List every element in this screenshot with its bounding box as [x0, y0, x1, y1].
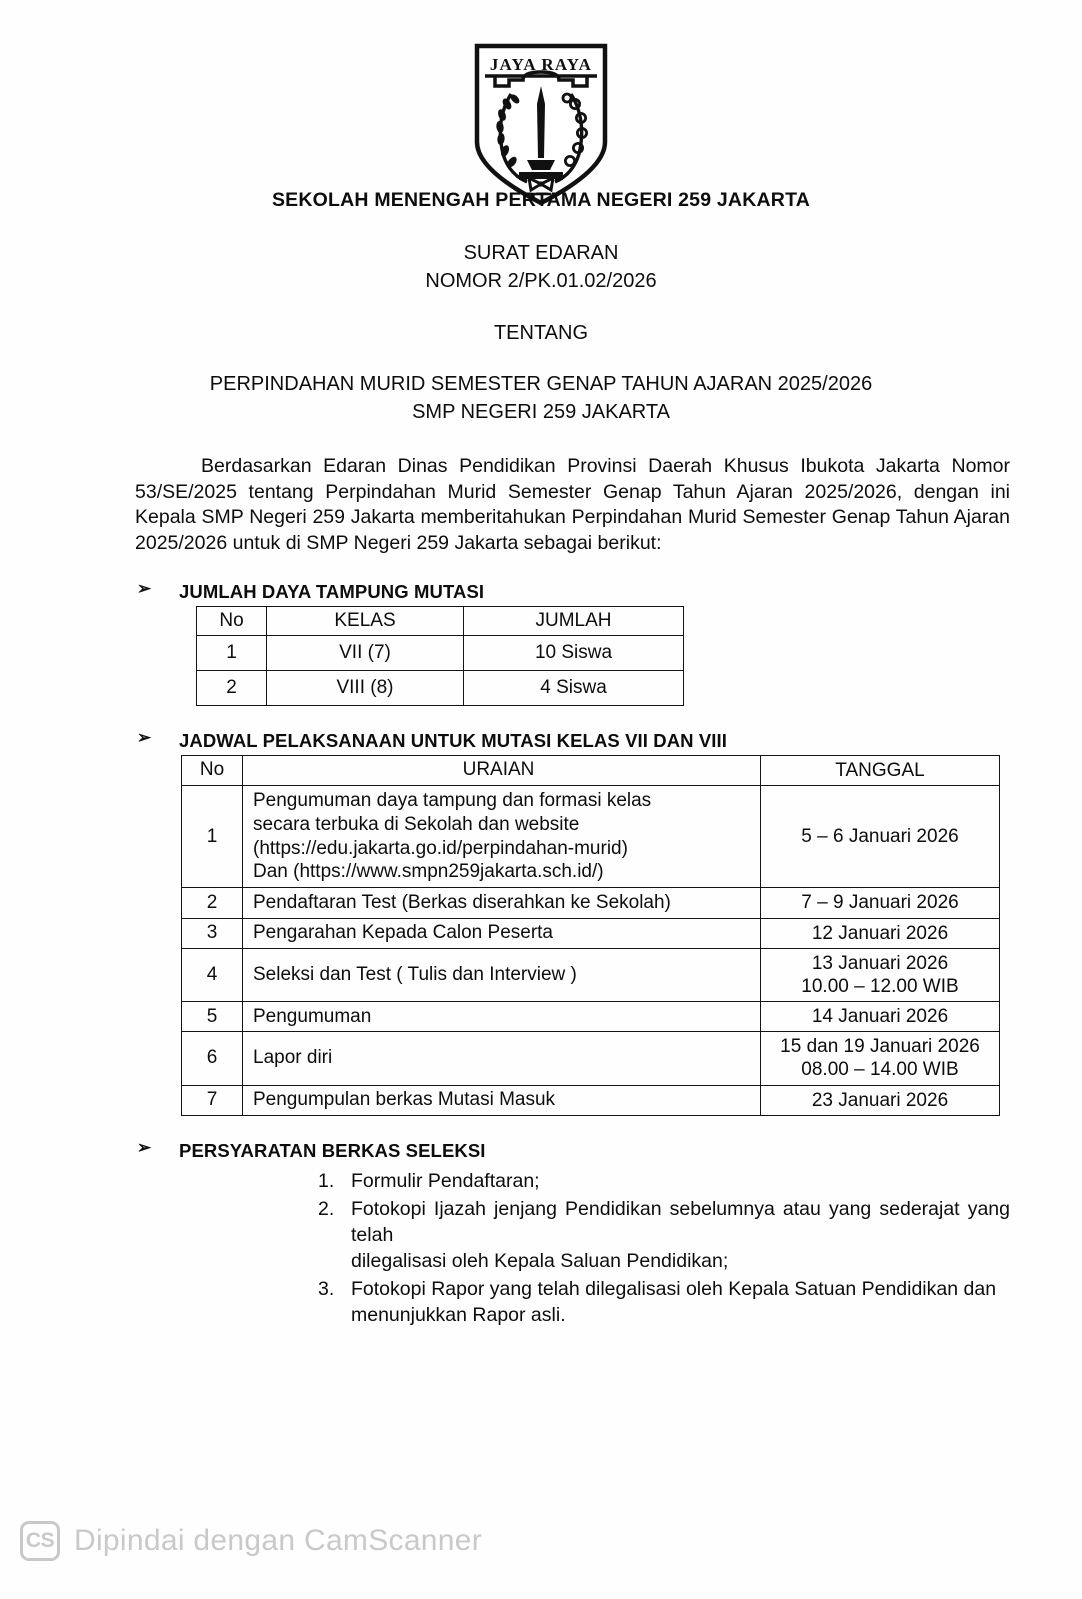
arrow-bullet-icon: ➢ [137, 1137, 152, 1157]
table-row [182, 918, 1000, 948]
cell-no: 2 [197, 670, 267, 705]
table-row [182, 948, 1000, 1001]
uraian-line: Dan (https://www.smpn259jakarta.sch.id/) [253, 861, 604, 883]
col-header-jumlah: JUMLAH [464, 606, 684, 635]
cell-uraian: Pendaftaran Test (Berkas diserahkan ke Sekolah) [243, 888, 761, 918]
col-header-no: No [197, 606, 267, 635]
cell-jumlah: 4 Siswa [464, 670, 684, 705]
table-row [182, 1002, 1000, 1032]
table-row [182, 1032, 1000, 1085]
camscanner-logo-icon: CS [20, 1521, 60, 1561]
arrow-bullet-icon: ➢ [137, 727, 152, 747]
cell-no: 4 [182, 948, 243, 1001]
section-schedule-heading [137, 727, 1082, 752]
section-schedule [0, 727, 1082, 1116]
list-item-number: 3. [318, 1278, 335, 1301]
crest-container [0, 0, 1082, 175]
cell-no: 1 [197, 635, 267, 670]
subject-line-1: PERPINDAHAN MURID SEMESTER GENAP TAHUN AJARAN 2025/2026 [209, 373, 873, 396]
cell-no: 2 [182, 888, 243, 918]
uraian-line: Pengumuman daya tampung dan formasi kelas [253, 789, 652, 811]
col-header-uraian: URAIAN [243, 755, 761, 785]
cell-no: 7 [182, 1085, 243, 1115]
cell-uraian: Lapor diri [243, 1032, 761, 1085]
tanggal-line: 08.00 – 14.00 WIB [801, 1059, 959, 1081]
uraian-line: secara terbuka di Sekolah dan website [253, 813, 580, 835]
table-row [197, 635, 684, 670]
tanggal-line: 14 Januari 2026 [811, 1006, 949, 1028]
cell-no: 5 [182, 1002, 243, 1032]
list-item [318, 1168, 1010, 1194]
letter-type: SURAT EDARAN [463, 242, 619, 264]
letter-number: NOMOR 2/PK.01.02/2026 [425, 269, 657, 292]
list-item [318, 1196, 1010, 1274]
arrow-bullet-icon: ➢ [137, 578, 152, 598]
list-item-text-tail: menunjukkan Rapor asli. [351, 1304, 566, 1327]
cell-uraian: Pengumuman [243, 1002, 761, 1032]
uraian-line: (https://edu.jakarta.go.id/perpindahan-murid) [253, 837, 628, 859]
list-item-number: 1. [318, 1169, 335, 1192]
tanggal-line: 5 – 6 Januari 2026 [801, 825, 959, 847]
tanggal-line: 13 Januari 2026 [811, 952, 949, 974]
cell-tanggal [761, 888, 1000, 918]
capacity-table [196, 606, 684, 706]
schedule-table [181, 755, 1000, 1116]
letter-heading [0, 240, 1082, 295]
cell-no: 6 [182, 1032, 243, 1085]
tanggal-line: 23 Januari 2026 [811, 1089, 949, 1111]
cell-jumlah: 10 Siswa [464, 635, 684, 670]
cell-uraian: Pengumpulan berkas Mutasi Masuk [243, 1085, 761, 1115]
subject-block [0, 371, 1082, 426]
subject-line-2: SMP NEGERI 259 JAKARTA [412, 400, 670, 423]
table-row [182, 888, 1000, 918]
section-capacity [0, 578, 1082, 706]
section-requirements [0, 1137, 1082, 1329]
tanggal-line: 7 – 9 Januari 2026 [801, 892, 959, 914]
cell-tanggal [761, 1032, 1000, 1085]
section-capacity-heading [137, 578, 1082, 603]
cell-tanggal [761, 918, 1000, 948]
section-capacity-heading-text: JUMLAH DAYA TAMPUNG MUTASI [179, 580, 485, 602]
school-title: SEKOLAH MENENGAH PERTAMA NEGERI 259 JAKARTA [271, 189, 811, 211]
cell-uraian: Pengarahan Kepada Calon Peserta [243, 918, 761, 948]
schedule-table-body [182, 785, 1000, 1115]
list-item-number: 2. [318, 1197, 335, 1220]
col-header-no: No [182, 755, 243, 785]
col-header-tanggal: TANGGAL [761, 755, 1000, 785]
cell-tanggal [761, 1085, 1000, 1115]
cell-uraian [243, 785, 761, 888]
section-schedule-heading-text: JADWAL PELAKSANAAN UNTUK MUTASI KELAS VII DAN VIII [179, 729, 728, 751]
tanggal-line: 12 Januari 2026 [811, 922, 949, 944]
jakarta-coat-of-arms-icon [471, 42, 611, 207]
section-requirements-heading [137, 1137, 1082, 1162]
cell-kelas: VIII (8) [267, 670, 464, 705]
camscanner-label: Dipindai dengan CamScanner [74, 1524, 483, 1557]
intro-last-word: berikut: [597, 531, 662, 554]
cell-tanggal [761, 1002, 1000, 1032]
table-row [182, 1085, 1000, 1115]
svg-text:JAYA RAYA: JAYA RAYA [489, 55, 593, 74]
table-row [182, 785, 1000, 888]
col-header-kelas: KELAS [267, 606, 464, 635]
camscanner-watermark [20, 1521, 482, 1561]
list-item-text-tail: dilegalisasi oleh Kepala Saluan Pendidikan; [351, 1250, 729, 1273]
tanggal-line: 10.00 – 12.00 WIB [801, 975, 959, 997]
table-header-row [182, 755, 1000, 785]
cell-tanggal [761, 785, 1000, 888]
cell-no: 1 [182, 785, 243, 888]
table-header-row [197, 606, 684, 635]
cell-kelas: VII (7) [267, 635, 464, 670]
table-row [197, 670, 684, 705]
list-item-text: Fotokopi Ijazah jenjang Pendidikan sebelumnya atau yang sederajat yang telah [351, 1197, 1010, 1247]
tanggal-line: 15 dan 19 Januari 2026 [780, 1036, 980, 1058]
intro-paragraph [135, 454, 1010, 556]
cell-tanggal [761, 948, 1000, 1001]
cell-no: 3 [182, 918, 243, 948]
intro-text: Berdasarkan Edaran Dinas Pendidikan Provinsi Daerah Khusus Ibukota Jakarta Nomor 53/SE/2025 tentang Perpindahan Murid Semester Genap Tahun Ajaran 2025/2026, dengan ini Kepala SMP Negeri 259 Jakarta memberitahukan Perpindahan Murid Semester Genap Tahun Ajaran 2025/2026 untuk di SMP Negeri 259 Jakarta sebagai [135, 455, 1010, 554]
requirements-list [318, 1168, 1010, 1329]
list-item-text: Fotokopi Rapor yang telah dilegalisasi oleh Kepala Satuan Pendidikan dan [351, 1278, 997, 1301]
list-item-text: Formulir Pendaftaran; [351, 1169, 540, 1192]
section-requirements-heading-text: PERSYARATAN BERKAS SELEKSI [179, 1139, 486, 1161]
cell-uraian: Seleksi dan Test ( Tulis dan Interview ) [243, 948, 761, 1001]
about-label: TENTANG [493, 322, 589, 345]
list-item [318, 1276, 1010, 1328]
